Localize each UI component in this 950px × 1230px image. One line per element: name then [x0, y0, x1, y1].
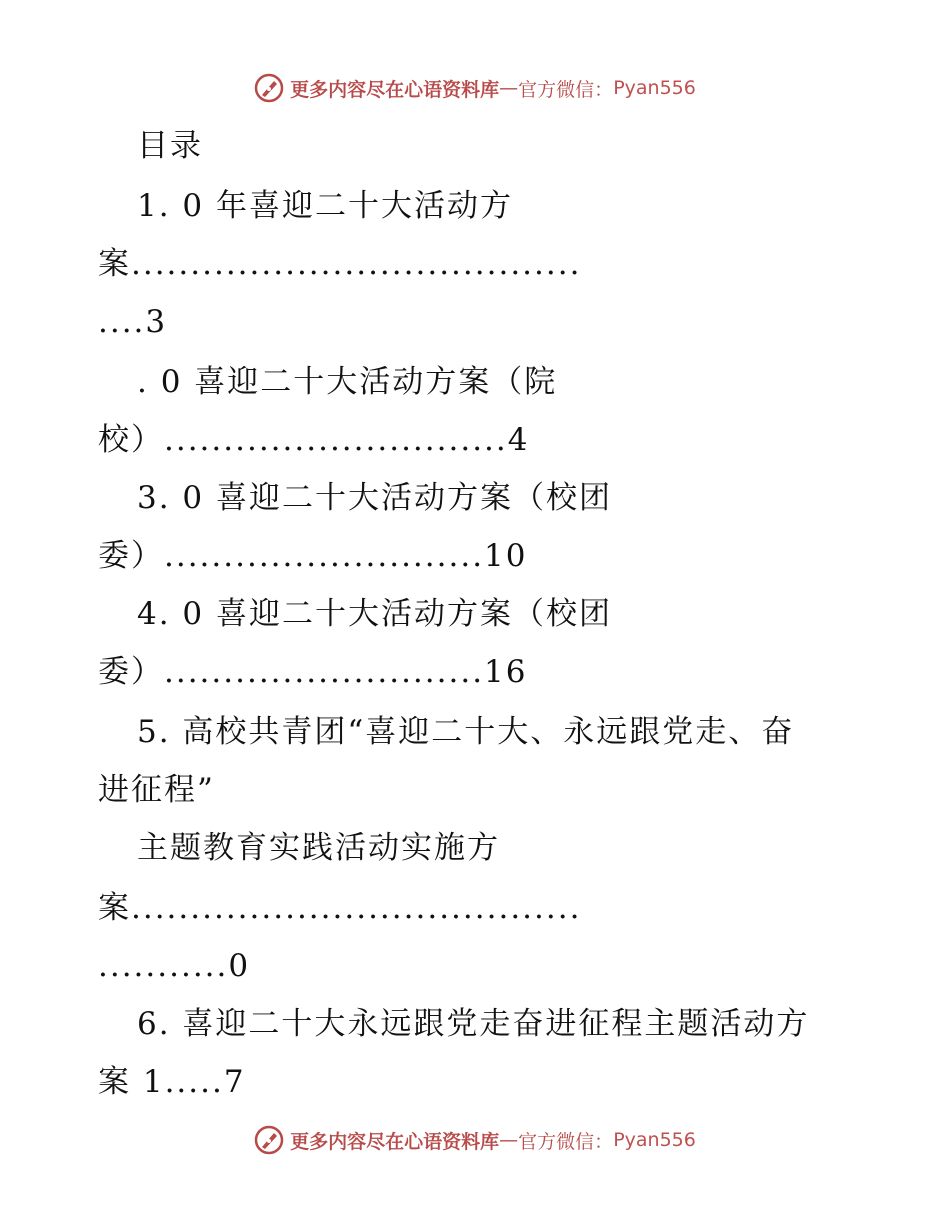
watermark-wechat-label: 官方微信：	[518, 1130, 614, 1153]
toc-line: 主题教育实践活动实施方	[137, 830, 500, 866]
toc-line: 1. 0 年喜迎二十大活动方	[137, 188, 514, 224]
watermark-main-text: 更多内容尽在心语资料库	[290, 1130, 500, 1153]
watermark-wechat-id: Pyan556	[613, 1129, 696, 1151]
toc-line: . 0 喜迎二十大活动方案（院	[137, 364, 558, 400]
toc-line: 委）...........................10	[98, 538, 528, 574]
toc-line: ...........0	[98, 948, 251, 984]
toc-line: 5. 高校共青团“喜迎二十大、永远跟党走、奋	[137, 714, 795, 750]
toc-line: 委）...........................16	[98, 654, 528, 690]
toc-line: 案 1.....7	[98, 1064, 246, 1100]
watermark-dash: —	[499, 77, 519, 99]
footer-watermark	[0, 1120, 950, 1160]
toc-line: 3. 0 喜迎二十大活动方案（校团	[137, 480, 613, 516]
toc-line: 进征程”	[98, 772, 215, 808]
watermark-wechat-label: 官方微信：	[518, 78, 614, 101]
watermark-wechat-id: Pyan556	[613, 77, 696, 99]
toc-line: 案......................................	[98, 890, 582, 926]
header-watermark	[0, 68, 950, 108]
pen-seal-icon	[254, 1125, 284, 1155]
pen-seal-icon	[254, 73, 284, 103]
toc-line: 案......................................	[98, 246, 582, 282]
toc-line: ....3	[98, 304, 168, 340]
toc-title: 目录	[137, 128, 203, 164]
watermark-dash: —	[499, 1129, 519, 1151]
watermark-main-text: 更多内容尽在心语资料库	[290, 78, 500, 101]
toc-line: 4. 0 喜迎二十大活动方案（校团	[137, 596, 613, 632]
toc-line: 6. 喜迎二十大永远跟党走奋进征程主题活动方	[137, 1006, 810, 1042]
toc-line: 校）.............................4	[98, 422, 530, 458]
